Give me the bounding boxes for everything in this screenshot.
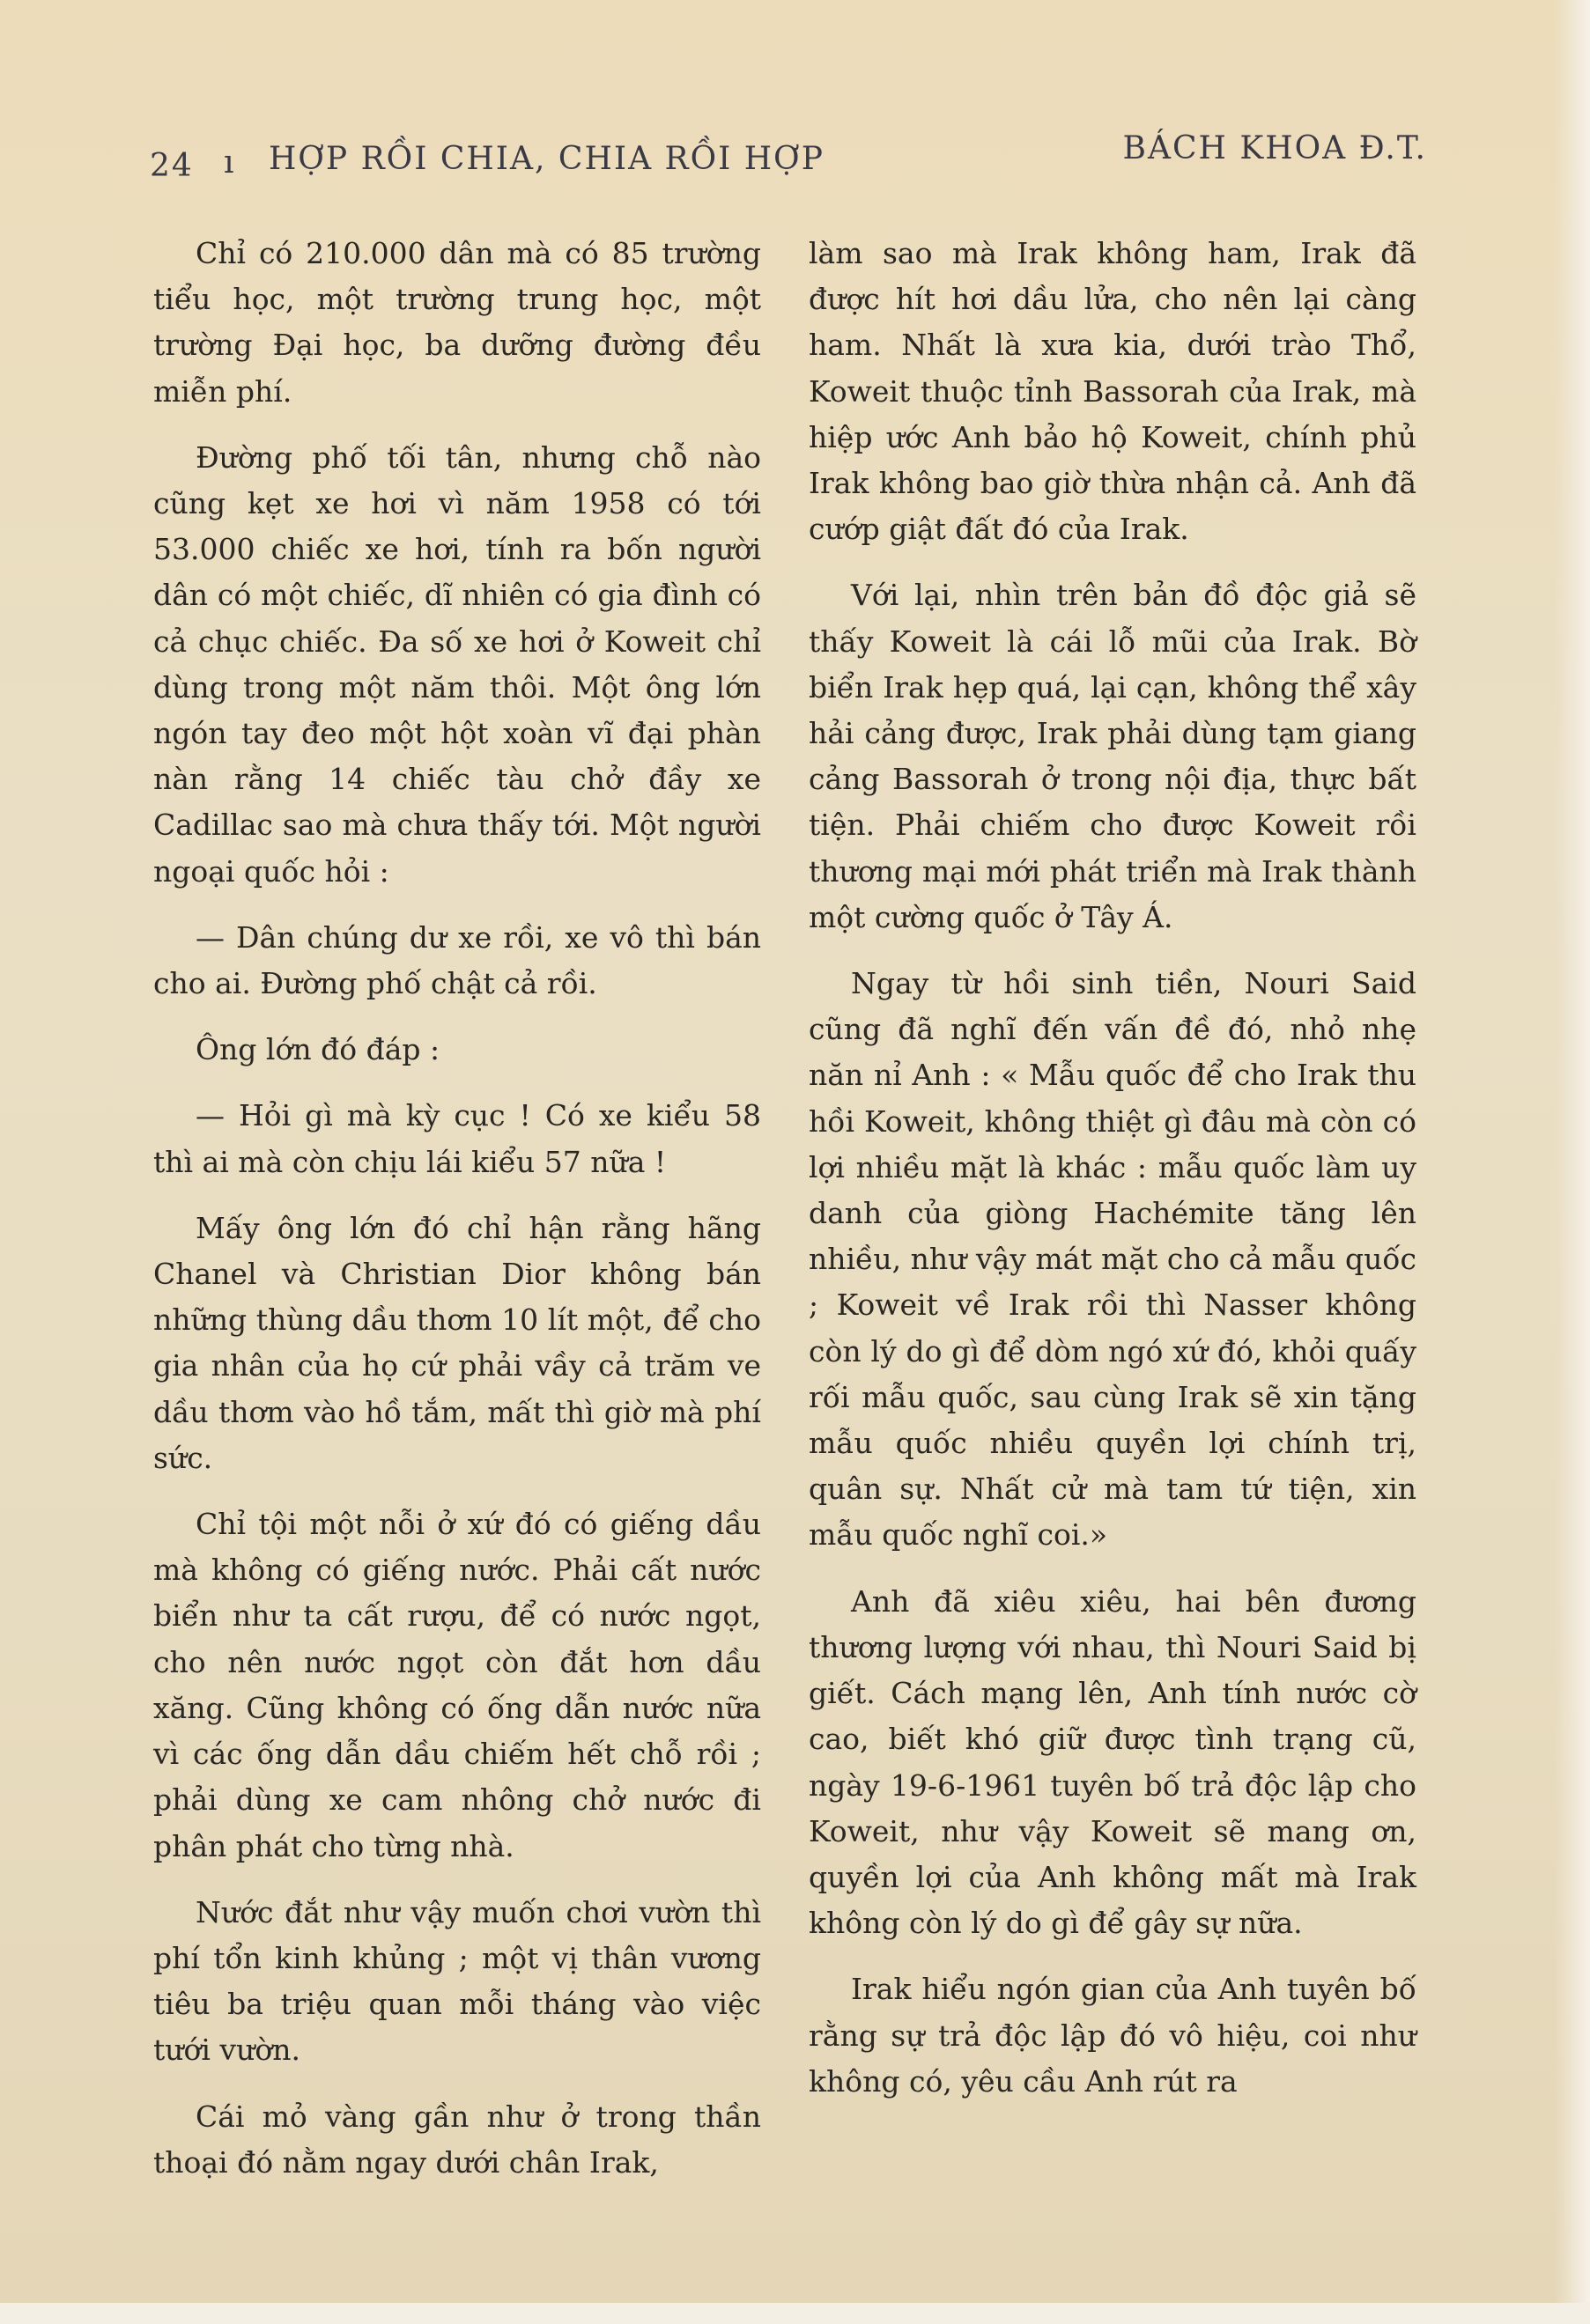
page-number: 24 (150, 148, 194, 184)
dialogue-line: — Dân chúng dư xe rồi, xe vô thì bán cho ai. Đường phố chật cả rồi. (153, 919, 761, 1001)
dialogue-line: — Hỏi gì mà kỳ cục ! Có xe kiểu 58 thì ai mà còn chịu lái kiểu 57 nữa ! (153, 1098, 761, 1179)
page-edge-bottom (0, 2303, 1590, 2324)
paragraph: Anh đã xiêu xiêu, hai bên đương thương lượng với nhau, thì Nouri Said bị giết. Cách mạng lên, Anh tính nước cờ cao, biết khó giữ được tình trạng cũ, ngày 19-6-1961 tuyên bố trả độc lập cho Koweit, như vậy Koweit sẽ mang ơn, quyền lợi của Anh không mất mà Irak không còn lý do gì để gây sự nữa. (809, 1583, 1416, 1941)
left-column (153, 231, 761, 2206)
header-separator: ı (224, 144, 236, 181)
journal-name: BÁCH KHOA Đ.T. (1122, 130, 1427, 166)
paragraph: Chỉ có 210.000 dân mà có 85 trường tiểu học, một trường trung học, một trường Đại học, ba dưỡng đường đều miễn phí. (153, 236, 761, 409)
paragraph: Với lại, nhìn trên bản đồ độc giả sẽ thấy Koweit là cái lỗ mũi của Irak. Bờ biển Irak hẹp quá, lại cạn, không thể xây hải cảng được, Irak phải dùng tạm giang cảng Bassorah ở trong nội địa, thực bất tiện. Phải chiếm cho được Koweit rồi thương mại mới phát triển mà Irak thành một cường quốc ở Tây Á. (809, 578, 1416, 934)
paragraph: Irak hiểu ngón gian của Anh tuyên bố rằng sự trả độc lập đó vô hiệu, coi như không có, yêu cầu Anh rút ra (809, 1972, 1416, 2099)
page-edge-right (1555, 0, 1590, 2324)
right-column (809, 231, 1416, 2125)
paragraph-continued: làm sao mà Irak không ham, Irak đã được hít hơi dầu lửa, cho nên lại càng ham. Nhất là xưa kia, dưới trào Thổ, Koweit thuộc tỉnh Bassorah của Irak, mà hiệp ước Anh bảo hộ Koweit, chính phủ Irak không bao giờ thừa nhận cả. Anh đã cướp giật đất đó của Irak. (809, 236, 1416, 547)
paragraph: Cái mỏ vàng gần như ở trong thần thoại đó nằm ngay dưới chân Irak, (153, 2099, 761, 2180)
paragraph: Ông lớn đó đáp : (196, 1032, 440, 1067)
paragraph: Đường phố tối tân, nhưng chỗ nào cũng kẹt xe hơi vì năm 1958 có tới 53.000 chiếc xe hơi, tính ra bốn người dân có một chiếc, dĩ nhiên có gia đình có cả chục chiếc. Đa số xe hơi ở Koweit chỉ dùng trong một năm thôi. Một ông lớn ngón tay đeo một hột xoàn vĩ đại phàn nàn rằng 14 chiếc tàu chở đầy xe Cadillac sao mà chưa thấy tới. Một người ngoại quốc hỏi : (153, 439, 761, 889)
page-header (150, 130, 1427, 183)
paragraph: Ngay từ hồi sinh tiền, Nouri Said cũng đã nghĩ đến vấn đề đó, nhỏ nhẹ năn nỉ Anh : « Mẫu quốc để cho Irak thu hồi Koweit, không thiệt gì đâu mà còn có lợi nhiều mặt là khác : mẫu quốc làm uy danh của giòng Hachémite tăng lên nhiều, như vậy mát mặt cho cả mẫu quốc ; Koweit về Irak rồi thì Nasser không còn lý do gì để dòm ngó xứ đó, khỏi quấy rối mẫu quốc, sau cùng Irak sẽ xin tặng mẫu quốc nhiều quyền lợi chính trị, quân sự. Nhất cử mà tam tứ tiện, xin mẫu quốc nghĩ coi.» (809, 966, 1416, 1553)
running-title: HỢP RỒI CHIA, CHIA RỒI HỢP (269, 141, 825, 177)
paragraph: Mấy ông lớn đó chỉ hận rằng hãng Chanel và Christian Dior không bán những thùng dầu thơm 10 lít một, để cho gia nhân của họ cứ phải vầy cả trăm ve dầu thơm vào hồ tắm, mất thì giờ mà phí sức. (153, 1210, 761, 1475)
paragraph: Chỉ tội một nỗi ở xứ đó có giếng dầu mà không có giếng nước. Phải cất nước biển như ta cất rượu, để có nước ngọt, cho nên nước ngọt còn đắt hơn dầu xăng. Cũng không có ống dẫn nước nữa vì các ống dẫn dầu chiếm hết chỗ rồi ; phải dùng xe cam nhông chở nước đi phân phát cho từng nhà. (153, 1507, 761, 1863)
paragraph: Nước đắt như vậy muốn chơi vườn thì phí tổn kinh khủng ; một vị thân vương tiêu ba triệu quan mỗi tháng vào việc tưới vườn. (153, 1894, 761, 2068)
